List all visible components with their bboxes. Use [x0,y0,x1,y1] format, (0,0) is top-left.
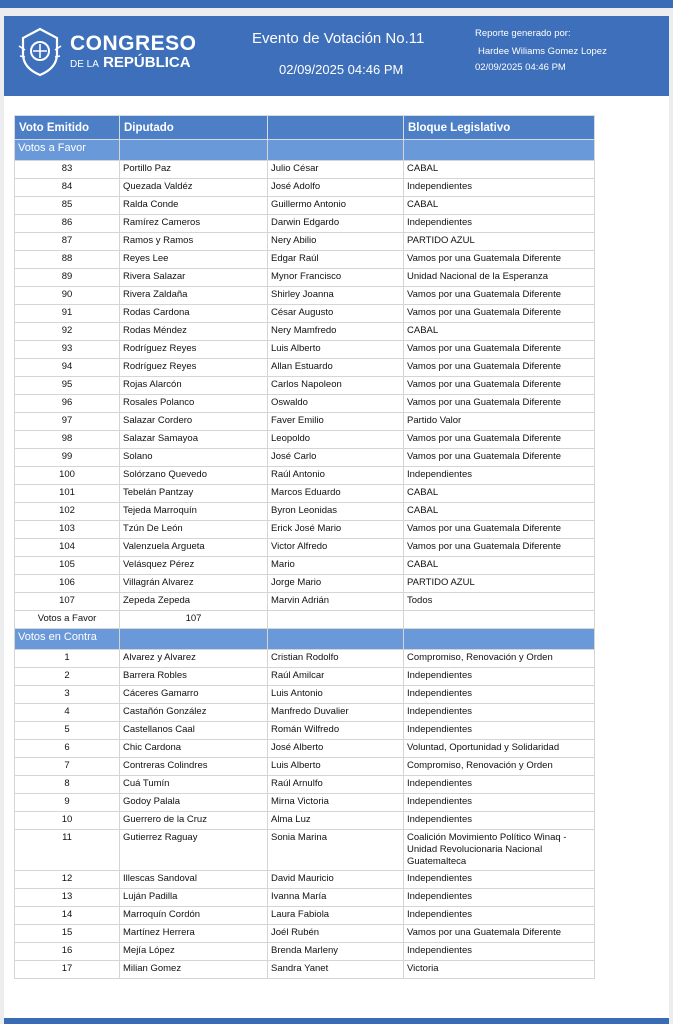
legislative-bloc: Independientes [404,722,595,740]
vote-number: 17 [15,961,120,979]
favor-total-label: Votos a Favor [15,611,120,629]
deputy-surname: Rojas Alarcón [120,377,268,395]
section-title: Votos en Contra [15,629,120,650]
deputy-surname: Martínez Herrera [120,925,268,943]
vote-number: 97 [15,413,120,431]
table-row [15,395,595,413]
vote-number: 94 [15,359,120,377]
report-page [4,16,669,1024]
vote-number: 103 [15,521,120,539]
table-row [15,812,595,830]
vote-number: 93 [15,341,120,359]
deputy-surname: Solórzano Quevedo [120,467,268,485]
legislative-bloc: CABAL [404,485,595,503]
vote-number: 92 [15,323,120,341]
vote-number: 9 [15,794,120,812]
deputy-surname: Contreras Colindres [120,758,268,776]
table-row [15,758,595,776]
vote-number: 89 [15,269,120,287]
event-datetime: 02/09/2025 04:46 PM [279,62,404,77]
vote-number: 101 [15,485,120,503]
legislative-bloc: Independientes [404,812,595,830]
vote-number: 5 [15,722,120,740]
deputy-given-names: Jorge Mario [268,575,404,593]
deputy-given-names: Luis Antonio [268,686,404,704]
table-row [15,305,595,323]
table-row [15,359,595,377]
deputy-given-names: Sandra Yanet [268,961,404,979]
deputy-given-names: Mario [268,557,404,575]
deputy-surname: Alvarez y Alvarez [120,650,268,668]
deputy-given-names: Román Wilfredo [268,722,404,740]
legislative-bloc: Vamos por una Guatemala Diferente [404,305,595,323]
deputy-surname: Milian Gomez [120,961,268,979]
deputy-surname: Marroquín Cordón [120,907,268,925]
deputy-given-names: Alma Luz [268,812,404,830]
section-empty [120,140,268,161]
vote-number: 8 [15,776,120,794]
section-votos-a-favor [15,140,595,161]
total-empty [268,611,404,629]
vote-number: 86 [15,215,120,233]
section-empty [404,140,595,161]
report-datetime: 02/09/2025 04:46 PM [475,62,566,73]
vote-number: 98 [15,431,120,449]
table-row [15,961,595,979]
deputy-surname: Quezada Valdéz [120,179,268,197]
vote-number: 85 [15,197,120,215]
legislative-bloc: Independientes [404,179,595,197]
vote-number: 99 [15,449,120,467]
deputy-surname: Zepeda Zepeda [120,593,268,611]
table-row [15,722,595,740]
section-empty [268,140,404,161]
legislative-bloc: Independientes [404,907,595,925]
deputy-given-names: Brenda Marleny [268,943,404,961]
section-votos-en-contra [15,629,595,650]
legislative-bloc: Victoria [404,961,595,979]
deputy-given-names: Victor Alfredo [268,539,404,557]
table-row [15,650,595,668]
deputy-surname: Ramírez Cameros [120,215,268,233]
legislative-bloc: PARTIDO AZUL [404,233,595,251]
deputy-given-names: Marcos Eduardo [268,485,404,503]
legislative-bloc: Voluntad, Oportunidad y Solidaridad [404,740,595,758]
deputy-surname: Cáceres Gamarro [120,686,268,704]
legislative-bloc: Vamos por una Guatemala Diferente [404,395,595,413]
table-row [15,889,595,907]
table-row [15,269,595,287]
table-row [15,431,595,449]
deputy-given-names: Oswaldo [268,395,404,413]
deputy-surname: Chic Cardona [120,740,268,758]
table-row [15,686,595,704]
deputy-surname: Luján Padilla [120,889,268,907]
table-row [15,161,595,179]
deputy-surname: Guerrero de la Cruz [120,812,268,830]
table-row [15,871,595,889]
vote-number: 12 [15,871,120,889]
deputy-surname: Rodas Méndez [120,323,268,341]
deputy-given-names: David Mauricio [268,871,404,889]
legislative-bloc: Independientes [404,776,595,794]
legislative-bloc: Independientes [404,467,595,485]
deputy-surname: Rosales Polanco [120,395,268,413]
deputy-surname: Barrera Robles [120,668,268,686]
section-empty [404,629,595,650]
deputy-given-names: Mynor Francisco [268,269,404,287]
table-row [15,943,595,961]
deputy-surname: Solano [120,449,268,467]
vote-number: 106 [15,575,120,593]
legislative-bloc: Independientes [404,686,595,704]
deputy-surname: Rodríguez Reyes [120,341,268,359]
vote-number: 15 [15,925,120,943]
vote-number: 3 [15,686,120,704]
legislative-bloc: CABAL [404,503,595,521]
table-row [15,539,595,557]
deputy-given-names: Raúl Arnulfo [268,776,404,794]
vote-number: 107 [15,593,120,611]
vote-number: 91 [15,305,120,323]
legislative-bloc: Independientes [404,943,595,961]
legislative-bloc: CABAL [404,197,595,215]
table-row [15,907,595,925]
deputy-given-names: José Carlo [268,449,404,467]
deputy-surname: Tzún De León [120,521,268,539]
deputy-given-names: Leopoldo [268,431,404,449]
section-title: Votos a Favor [15,140,120,161]
legislative-bloc: Coalición Movimiento Político Winaq - Unidad Revolucionaria Nacional Guatemalteca [404,830,595,871]
total-empty [404,611,595,629]
legislative-bloc: CABAL [404,557,595,575]
deputy-surname: Villagrán Alvarez [120,575,268,593]
deputy-given-names: Joél Rubén [268,925,404,943]
deputy-given-names: Edgar Raúl [268,251,404,269]
legislative-bloc: Vamos por una Guatemala Diferente [404,449,595,467]
vote-number: 6 [15,740,120,758]
deputy-given-names: Manfredo Duvalier [268,704,404,722]
report-user: Hardee Wiliams Gomez Lopez [478,46,607,57]
table-row [15,776,595,794]
deputy-given-names: Shirley Joanna [268,287,404,305]
legislative-bloc: CABAL [404,161,595,179]
vote-number: 11 [15,830,120,871]
deputy-surname: Rivera Salazar [120,269,268,287]
bottom-blue-strip [4,1018,669,1024]
vote-number: 13 [15,889,120,907]
deputy-surname: Salazar Samayoa [120,431,268,449]
deputy-surname: Ralda Conde [120,197,268,215]
legislative-bloc: CABAL [404,323,595,341]
report-header [4,16,669,96]
deputy-surname: Rodríguez Reyes [120,359,268,377]
legislative-bloc: Compromiso, Renovación y Orden [404,650,595,668]
deputy-given-names: José Adolfo [268,179,404,197]
legislative-bloc: Vamos por una Guatemala Diferente [404,925,595,943]
deputy-surname: Salazar Cordero [120,413,268,431]
table-row [15,593,595,611]
table-row [15,377,595,395]
vote-number: 10 [15,812,120,830]
vote-number: 96 [15,395,120,413]
deputy-surname: Reyes Lee [120,251,268,269]
deputy-given-names: Nery Mamfredo [268,323,404,341]
deputy-given-names: Cristian Rodolfo [268,650,404,668]
top-blue-strip [0,0,673,8]
table-row [15,794,595,812]
deputy-surname: Mejía López [120,943,268,961]
vote-number: 7 [15,758,120,776]
brand-republica: REPÚBLICA [103,54,191,71]
legislative-bloc: Vamos por una Guatemala Diferente [404,287,595,305]
vote-number: 90 [15,287,120,305]
votes-table [14,115,595,979]
deputy-surname: Rivera Zaldaña [120,287,268,305]
event-title: Evento de Votación No.11 [252,30,425,47]
brand-prefix: DE LA [70,59,99,70]
table-row [15,704,595,722]
legislative-bloc: Independientes [404,215,595,233]
table-row [15,740,595,758]
deputy-surname: Ramos y Ramos [120,233,268,251]
deputy-given-names: José Alberto [268,740,404,758]
table-row [15,251,595,269]
vote-number: 87 [15,233,120,251]
vote-number: 104 [15,539,120,557]
legislative-bloc: Vamos por una Guatemala Diferente [404,377,595,395]
column-header-nombres [268,116,404,140]
deputy-surname: Castañón González [120,704,268,722]
deputy-given-names: Mirna Victoria [268,794,404,812]
legislative-bloc: Unidad Nacional de la Esperanza [404,269,595,287]
vote-number: 4 [15,704,120,722]
deputy-given-names: Allan Estuardo [268,359,404,377]
deputy-surname: Castellanos Caal [120,722,268,740]
vote-number: 100 [15,467,120,485]
legislative-bloc: Vamos por una Guatemala Diferente [404,539,595,557]
deputy-given-names: Darwin Edgardo [268,215,404,233]
table-row [15,197,595,215]
legislative-bloc: Independientes [404,668,595,686]
congress-emblem-icon [17,26,63,78]
table-row [15,668,595,686]
table-row [15,521,595,539]
deputy-surname: Gutierrez Raguay [120,830,268,871]
legislative-bloc: Vamos por una Guatemala Diferente [404,359,595,377]
favor-total-row [15,611,595,629]
table-row [15,503,595,521]
deputy-given-names: Laura Fabiola [268,907,404,925]
legislative-bloc: Independientes [404,794,595,812]
legislative-bloc: Partido Valor [404,413,595,431]
table-row [15,925,595,943]
brand-subtitle [70,54,191,71]
deputy-given-names: Erick José Mario [268,521,404,539]
table-row [15,215,595,233]
table-row [15,233,595,251]
legislative-bloc: PARTIDO AZUL [404,575,595,593]
report-label: Reporte generado por: [475,28,571,39]
table-row [15,449,595,467]
deputy-given-names: Ivanna María [268,889,404,907]
section-empty [268,629,404,650]
deputy-surname: Illescas Sandoval [120,871,268,889]
column-header-bloque: Bloque Legislativo [404,116,595,140]
legislative-bloc: Independientes [404,889,595,907]
vote-number: 102 [15,503,120,521]
section-empty [120,629,268,650]
deputy-surname: Cuá Tumín [120,776,268,794]
deputy-surname: Portillo Paz [120,161,268,179]
deputy-given-names: Luis Alberto [268,341,404,359]
vote-number: 95 [15,377,120,395]
votes-table-wrapper [14,115,595,979]
table-row [15,467,595,485]
vote-number: 88 [15,251,120,269]
column-header-voto: Voto Emitido [15,116,120,140]
deputy-surname: Tejeda Marroquín [120,503,268,521]
vote-number: 16 [15,943,120,961]
deputy-surname: Valenzuela Argueta [120,539,268,557]
deputy-surname: Tebelán Pantzay [120,485,268,503]
table-row [15,323,595,341]
deputy-given-names: Julio César [268,161,404,179]
legislative-bloc: Vamos por una Guatemala Diferente [404,431,595,449]
deputy-given-names: Faver Emilio [268,413,404,431]
legislative-bloc: Vamos por una Guatemala Diferente [404,341,595,359]
deputy-given-names: Sonia Marina [268,830,404,871]
deputy-surname: Velásquez Pérez [120,557,268,575]
legislative-bloc: Compromiso, Renovación y Orden [404,758,595,776]
deputy-given-names: Byron Leonidas [268,503,404,521]
table-row [15,341,595,359]
vote-number: 2 [15,668,120,686]
deputy-given-names: Marvin Adrián [268,593,404,611]
deputy-given-names: Raúl Amilcar [268,668,404,686]
deputy-given-names: Guillermo Antonio [268,197,404,215]
table-row [15,485,595,503]
brand-title: CONGRESO [70,32,197,55]
vote-number: 105 [15,557,120,575]
deputy-surname: Godoy Palala [120,794,268,812]
vote-number: 14 [15,907,120,925]
legislative-bloc: Vamos por una Guatemala Diferente [404,521,595,539]
vote-number: 83 [15,161,120,179]
legislative-bloc: Independientes [404,871,595,889]
table-row [15,830,595,871]
vote-number: 84 [15,179,120,197]
deputy-given-names: Carlos Napoleon [268,377,404,395]
table-row [15,179,595,197]
deputy-surname: Rodas Cardona [120,305,268,323]
deputy-given-names: Luis Alberto [268,758,404,776]
legislative-bloc: Independientes [404,704,595,722]
deputy-given-names: César Augusto [268,305,404,323]
legislative-bloc: Vamos por una Guatemala Diferente [404,251,595,269]
table-row [15,575,595,593]
table-row [15,413,595,431]
legislative-bloc: Todos [404,593,595,611]
table-row [15,557,595,575]
table-row [15,287,595,305]
deputy-given-names: Raúl Antonio [268,467,404,485]
favor-total-value: 107 [120,611,268,629]
table-header-row [15,116,595,140]
table-body [15,140,595,979]
vote-number: 1 [15,650,120,668]
column-header-diputado: Diputado [120,116,268,140]
deputy-given-names: Nery Abilio [268,233,404,251]
